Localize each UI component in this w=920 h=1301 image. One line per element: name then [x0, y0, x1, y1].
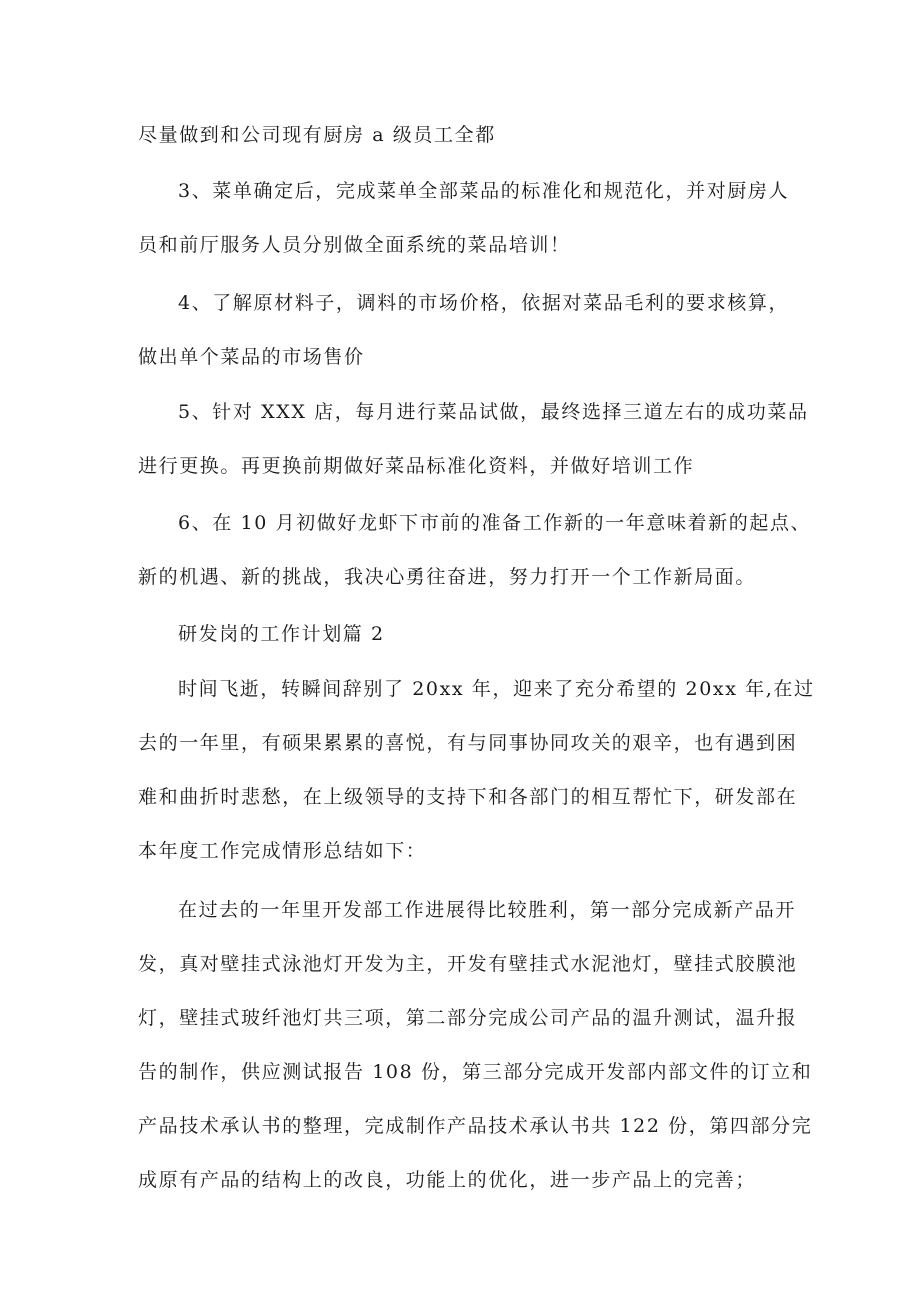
paragraph-item-6: [138, 496, 812, 604]
text-line: 新的机遇、新的挑战，我决心勇往奋进，努力打开一个工作新局面。: [138, 566, 757, 588]
text-line: 尽量做到和公司现有厨房 a 级员工全都: [138, 124, 496, 146]
paragraph-item-3: [138, 164, 790, 272]
text-line: 本年度工作完成情形总结如下：: [138, 840, 427, 862]
text-line: 员和前厅服务人员分别做全面系统的菜品培训！: [138, 234, 571, 256]
text-line: 4、了解原材料子，调料的市场价格，依据对菜品毛利的要求核算，: [178, 292, 790, 314]
paragraph-continuation: [138, 108, 786, 162]
paragraph-summary: [138, 883, 813, 1207]
text-line: 5、针对 XXX 店，每月进行菜品试做，最终选择三道左右的成功菜品: [178, 401, 809, 423]
text-line: 成原有产品的结构上的改良，功能上的优化，进一步产品上的完善；: [138, 1169, 757, 1191]
heading-text: 研发岗的工作计划篇 2: [178, 623, 385, 645]
text-line: 灯，壁挂式玻纤池灯共三项，第二部分完成公司产品的温升测试，温升报: [138, 1007, 798, 1029]
section-heading: [138, 607, 786, 661]
text-line: 去的一年里，有硕果累累的喜悦，有与同事协同攻关的艰辛，也有遇到困: [138, 732, 798, 754]
text-line: 6、在 10 月初做好龙虾下市前的准备工作新的一年意味着新的起点、: [178, 512, 812, 534]
text-line: 时间飞逝，转瞬间辞别了 20xx 年，迎来了充分希望的 20xx 年,在过: [178, 678, 815, 700]
paragraph-item-4: [138, 276, 790, 384]
text-line: 发，真对壁挂式泳池灯开发为主，开发有壁挂式水泥池灯，壁挂式胶膜池: [138, 953, 798, 975]
text-line: 3、菜单确定后，完成菜单全部菜品的标准化和规范化，并对厨房人: [178, 180, 790, 202]
text-line: 告的制作，供应测试报告 108 份，第三部分完成开发部内部文件的订立和: [138, 1061, 813, 1083]
text-line: 难和曲折时悲愁，在上级领导的支持下和各部门的相互帮忙下，研发部在: [138, 786, 798, 808]
text-line: 产品技术承认书的整理，完成制作产品技术承认书共 122 份，第四部分完: [138, 1115, 813, 1137]
paragraph-item-5: [138, 385, 809, 493]
text-line: 在过去的一年里开发部工作进展得比较胜利，第一部分完成新产品开: [178, 899, 797, 921]
text-line: 做出单个菜品的市场售价: [138, 346, 365, 368]
text-line: 进行更换。再更换前期做好菜品标准化资料，并做好培训工作: [138, 455, 695, 477]
paragraph-intro: [138, 662, 815, 878]
